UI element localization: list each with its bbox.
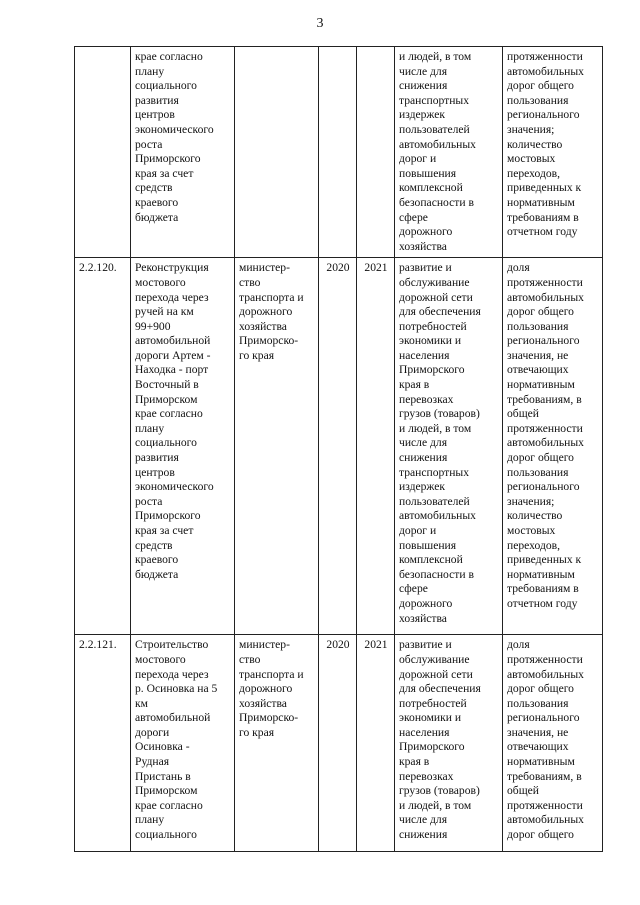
cell-line: безопасности в (399, 567, 474, 581)
cell-line: ство (239, 275, 261, 289)
cell-line: значения; (507, 122, 555, 136)
cell-line: нормативным (507, 755, 575, 769)
cell-line: пользования (507, 319, 569, 333)
cell-line: требованиям, в (507, 769, 582, 783)
cell-line: регионального (507, 108, 580, 122)
row-number: 2.2.121. (75, 635, 131, 852)
table-row (75, 635, 603, 852)
cell-line: регионального (507, 480, 580, 494)
start-year: 2020 (319, 635, 357, 852)
cell-line: нормативным (507, 378, 575, 392)
cell-line: и людей, в том (399, 798, 472, 812)
cell-line: потребностей (399, 696, 467, 710)
cell-line: ручей на км (135, 305, 194, 319)
cell-line: Приморском (135, 392, 198, 406)
cell-line: развития (135, 93, 179, 107)
end-year (357, 47, 395, 258)
cell-line: автомобильных (507, 667, 584, 681)
cell-line: грузов (товаров) (399, 407, 480, 421)
cell-line: Восточный в (135, 378, 199, 392)
cell-line: населения (399, 348, 450, 362)
cell-line: транспортных (399, 465, 470, 479)
cell-line: населения (399, 725, 450, 739)
cell-line: перехода через (135, 667, 209, 681)
cell-line: снижения (399, 828, 448, 842)
program-table (74, 46, 603, 852)
cell-line: дорог и (399, 524, 437, 537)
cell-line: издержек (399, 480, 446, 494)
cell-line: роста (135, 137, 163, 151)
page-number: 3 (316, 16, 324, 31)
cell-line: числе для (399, 64, 448, 78)
cell-line: переходов, (507, 538, 561, 552)
cell-line: ство (239, 652, 261, 666)
cell-line: значения, не (507, 348, 569, 362)
cell-line: протяженности (507, 50, 583, 63)
executor (235, 258, 319, 635)
cell-line: дорог и (399, 152, 437, 166)
cell-line: автомобильной (135, 711, 211, 725)
cell-line: Приморского (135, 152, 201, 166)
cell-line: дорог общего (507, 79, 574, 93)
cell-line: для обеспечения (399, 682, 481, 696)
cell-line: пользования (507, 696, 569, 710)
cell-line: дорог общего (507, 828, 574, 842)
start-year (319, 47, 357, 258)
cell-line: средств (135, 538, 173, 552)
cell-line: Рудная (135, 755, 170, 769)
cell-line: крае согласно (135, 407, 203, 421)
cell-line: автомобильной (135, 334, 211, 348)
indicator (503, 258, 603, 635)
cell-line: обслуживание (399, 652, 470, 666)
cell-line: и людей, в том (399, 421, 472, 435)
cell-line: протяженности (507, 652, 583, 666)
cell-line: нормативным (507, 195, 575, 209)
cell-line: дороги (135, 725, 170, 739)
cell-line: автомобильных (399, 137, 476, 151)
cell-line: регионального (507, 334, 580, 348)
cell-line: края за счет (135, 524, 194, 537)
cell-line: повышения (399, 538, 457, 552)
cell-line: мостовых (507, 524, 556, 537)
cell-line: бюджета (135, 210, 179, 224)
cell-line: протяженности (507, 798, 583, 812)
cell-line: р. Осиновка на 5 (135, 682, 218, 696)
cell-line: центров (135, 465, 175, 479)
cell-line: Приморском (135, 784, 198, 798)
cell-line: хозяйства (239, 319, 287, 333)
cell-line: центров (135, 108, 175, 122)
cell-line: края в (399, 378, 430, 392)
cell-line: перевозках (399, 769, 454, 783)
cell-line: протяженности (507, 421, 583, 435)
cell-line: перехода через (135, 290, 209, 304)
cell-line: хозяйства (239, 696, 287, 710)
cell-line: автомобильных (507, 64, 584, 78)
cell-line: издержек (399, 108, 446, 122)
cell-line: отчетном году (507, 225, 578, 239)
cell-line: переходов, (507, 166, 561, 180)
start-year: 2020 (319, 258, 357, 635)
cell-line: Приморского (399, 363, 465, 377)
cell-line: сфере (399, 210, 428, 224)
cell-line: социального (135, 79, 197, 93)
expected-result (395, 635, 503, 852)
cell-line: для обеспечения (399, 305, 481, 319)
cell-line: плану (135, 64, 165, 78)
cell-line: экономического (135, 122, 214, 136)
end-year: 2021 (357, 635, 395, 852)
cell-line: доля (507, 638, 530, 652)
cell-line: го края (239, 348, 275, 362)
cell-line: Приморско- (239, 711, 299, 725)
cell-line: пользователей (399, 122, 470, 136)
cell-line: министер- (239, 261, 290, 275)
cell-line: развитие и (399, 638, 452, 652)
cell-line: дорог общего (507, 451, 574, 465)
cell-line: Приморского (135, 509, 201, 523)
cell-line: Приморского (399, 740, 465, 754)
cell-line: отчетном году (507, 596, 578, 610)
cell-line: 99+900 (135, 319, 171, 333)
cell-line: хозяйства (399, 611, 447, 625)
measure-name (131, 258, 235, 635)
measure-name (131, 47, 235, 258)
cell-line: краевого (135, 195, 179, 209)
cell-line: нормативным (507, 567, 575, 581)
cell-line: крае согласно (135, 50, 203, 63)
end-year: 2021 (357, 258, 395, 635)
cell-line: дороги Артем - (135, 348, 211, 362)
cell-line: дорожного (239, 305, 293, 319)
cell-line: транспортных (399, 93, 470, 107)
cell-line: дорожного (239, 682, 293, 696)
cell-line: края за счет (135, 166, 194, 180)
cell-line: дорожной сети (399, 667, 473, 681)
cell-line: автомобильных (507, 813, 584, 827)
cell-line: количество (507, 509, 563, 523)
cell-line: отвечающих (507, 363, 569, 377)
cell-line: автомобильных (507, 290, 584, 304)
cell-line: средств (135, 181, 173, 195)
cell-line: регионального (507, 711, 580, 725)
expected-result (395, 258, 503, 635)
row-number (75, 47, 131, 258)
cell-line: Пристань в (135, 769, 191, 783)
cell-line: социального (135, 436, 197, 450)
measure-name (131, 635, 235, 852)
cell-line: общей (507, 784, 539, 798)
cell-line: краевого (135, 553, 179, 567)
cell-line: бюджета (135, 567, 179, 581)
cell-line: развития (135, 451, 179, 465)
table-row (75, 47, 603, 258)
cell-line: крае согласно (135, 798, 203, 812)
cell-line: дорог общего (507, 682, 574, 696)
cell-line: экономического (135, 480, 214, 494)
cell-line: мостового (135, 652, 186, 666)
cell-line: Реконструкция (135, 261, 209, 275)
cell-line: мостовых (507, 152, 556, 166)
indicator (503, 635, 603, 852)
indicator (503, 47, 603, 258)
cell-line: пользования (507, 93, 569, 107)
cell-line: хозяйства (399, 239, 447, 253)
cell-line: требованиям в (507, 582, 579, 596)
cell-line: развитие и (399, 261, 452, 275)
cell-line: км (135, 696, 148, 710)
cell-line: приведенных к (507, 181, 582, 195)
row-number: 2.2.120. (75, 258, 131, 635)
cell-line: доля (507, 261, 530, 275)
cell-line: плану (135, 421, 165, 435)
cell-line: значения, не (507, 725, 569, 739)
cell-line: отвечающих (507, 740, 569, 754)
cell-line: го края (239, 725, 275, 739)
executor (235, 47, 319, 258)
cell-line: социального (135, 828, 197, 842)
cell-line: края в (399, 755, 430, 769)
expected-result (395, 47, 503, 258)
cell-line: комплексной (399, 553, 463, 567)
cell-line: Строительство (135, 638, 209, 652)
cell-line: числе для (399, 436, 448, 450)
executor (235, 635, 319, 852)
cell-line: комплексной (399, 181, 463, 195)
cell-line: количество (507, 137, 563, 151)
cell-line: общей (507, 407, 539, 421)
cell-line: экономики и (399, 711, 462, 725)
cell-line: сфере (399, 582, 428, 596)
cell-line: транспорта и (239, 667, 304, 681)
cell-line: значения; (507, 494, 555, 508)
cell-line: Находка - порт (135, 363, 209, 377)
cell-line: снижения (399, 79, 448, 93)
cell-line: автомобильных (399, 509, 476, 523)
cell-line: потребностей (399, 319, 467, 333)
cell-line: мостового (135, 275, 186, 289)
cell-line: автомобильных (507, 436, 584, 450)
cell-line: министер- (239, 638, 290, 652)
cell-line: пользования (507, 465, 569, 479)
table-row (75, 258, 603, 635)
cell-line: протяженности (507, 275, 583, 289)
cell-line: требованиям, в (507, 392, 582, 406)
cell-line: снижения (399, 451, 448, 465)
cell-line: приведенных к (507, 553, 582, 567)
cell-line: и людей, в том (399, 50, 472, 63)
cell-line: плану (135, 813, 165, 827)
cell-line: пользователей (399, 494, 470, 508)
cell-line: дорог общего (507, 305, 574, 319)
cell-line: обслуживание (399, 275, 470, 289)
cell-line: перевозках (399, 392, 454, 406)
cell-line: дорожной сети (399, 290, 473, 304)
cell-line: транспорта и (239, 290, 304, 304)
cell-line: безопасности в (399, 195, 474, 209)
cell-line: дорожного (399, 596, 453, 610)
cell-line: грузов (товаров) (399, 784, 480, 798)
cell-line: числе для (399, 813, 448, 827)
cell-line: требованиям в (507, 210, 579, 224)
cell-line: экономики и (399, 334, 462, 348)
cell-line: повышения (399, 166, 457, 180)
cell-line: Осиновка - (135, 740, 190, 754)
cell-line: роста (135, 494, 163, 508)
cell-line: дорожного (399, 225, 453, 239)
cell-line: Приморско- (239, 334, 299, 348)
